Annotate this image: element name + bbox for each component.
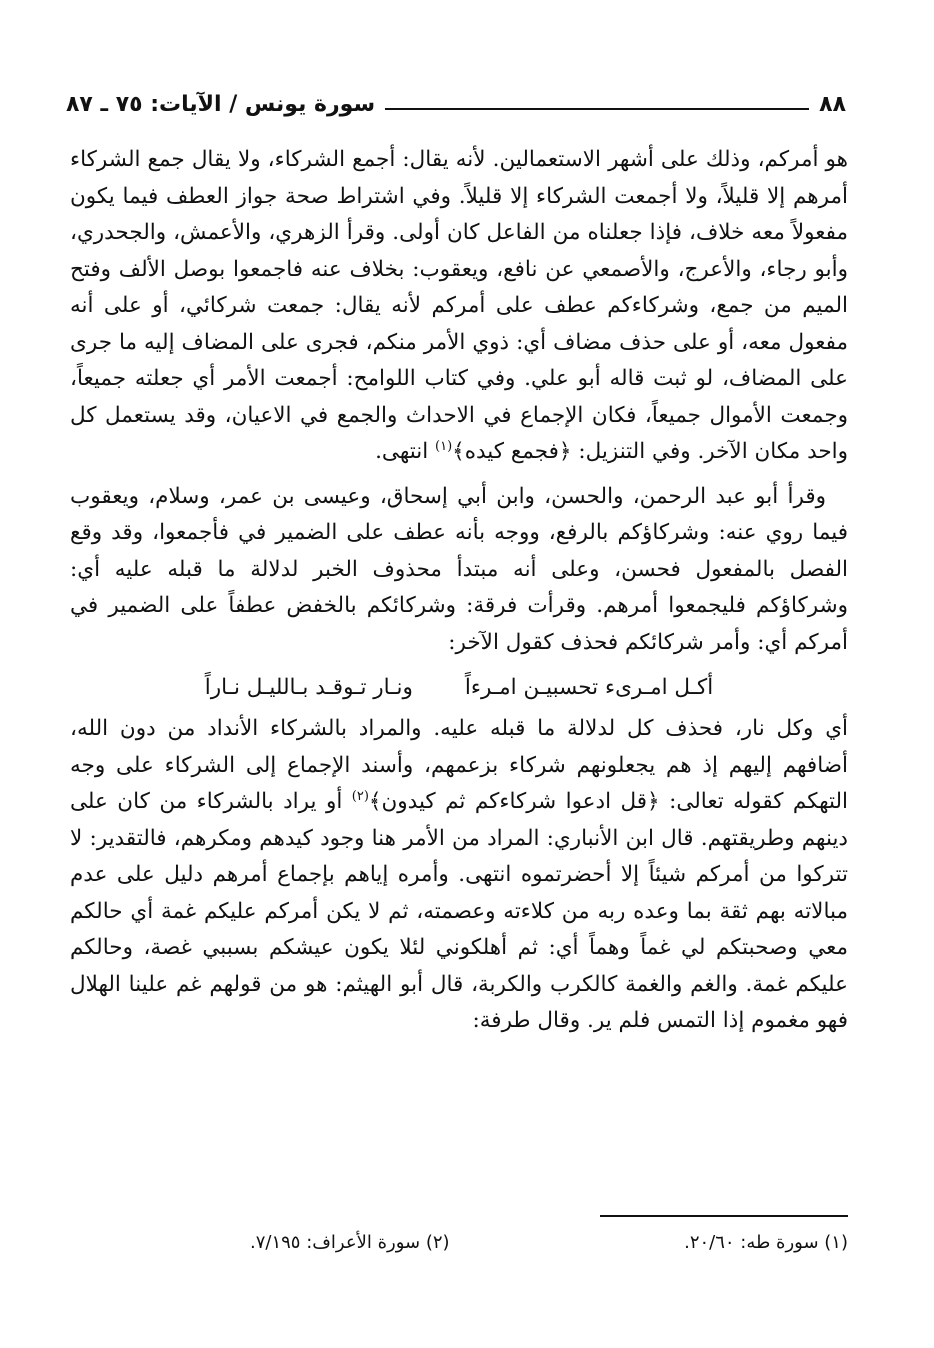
paragraph-3-text-b: أو يراد بالشركاء من كان على دينهم وطريقتهم. قال ابن الأنباري: المراد من الأمر هنا وجود كيدهم ومكرهم، فالتقدير: لا تتركوا من أمركم شيئاً إلا أحضرتموه انتهى. وأمره إياهم بإجماع أمرهم دليل على عدم مبالاته بهم ثقة بما وعده ربه من كلاءته وعصمته، ثم لا يكن أمركم عليكم غمة أي حالكم معي وصحبتكم لي غماً وهماً أي: ثم أهلكوني لئلا يكون عيشكم بسببي غصة، وحالكم عليكم غمة. والغم والغمة كالكرب والكربة، قال أبو الهيثم: هو من قولهم غم علينا الهلال فهو مغموم إذا التمس فلم ير. وقال طرفة: [70, 789, 848, 1033]
header-rule [385, 108, 809, 110]
footnote-2: (٢) سورة الأعراف: ٧/١٩٥. [250, 1232, 450, 1253]
footnote-ref-2: (٢) [351, 788, 369, 804]
verse-first-hemistich: أكـل امـرىء تحسبيـن امـرءاً [464, 675, 714, 700]
footnote-rule [600, 1215, 848, 1217]
footnote-1: (١) سورة طه: ٢٠/٦٠. [684, 1232, 848, 1253]
paragraph-1 [70, 142, 848, 471]
page-body [70, 142, 848, 1040]
paragraph-1-text: هو أمركم، وذلك على أشهر الاستعمالين. لأنه يقال: أجمع الشركاء، ولا يقال جمع الشركاء أمرهم إلا قليلاً، ولا أجمعت الشركاء إلا قليلاً. وفي اشتراط صحة جواز العطف فيما يكون مفعولاً معه خلاف، فإذا جعلناه من الفاعل كان أولى. وقرأ الزهري، والأعمش، والجحدري، وأبو رجاء، والأعرج، والأصمعي عن نافع، ويعقوب: بخلاف عنه فاجمعوا بوصل الألف وفتح الميم من جمع، وشركاءكم عطف على أمركم لأنه يقال: جمعت شركائي، أو على أنه مفعول معه، أو على حذف مضاف أي: ذوي الأمر منكم، فجرى على المضاف إليه ما جرى على المضاف، لو ثبت قاله أبو علي. وفي كتاب اللوامح: أجمعت الأمر أي جعلته جميعاً، وجمعت الأموال جميعاً، فكان الإجماع في الاحداث والجمع في الاعيان، وقد يستعمل كل واحد مكان الآخر. وفي التنزيل: ﴿فجمع كيده﴾ [70, 147, 848, 464]
page-number: ٨٨ [819, 91, 846, 117]
running-title: سورة يونس / الآيات: ٧٥ ـ ٨٧ [66, 91, 376, 117]
footnote-ref-1: (١) [435, 438, 453, 454]
paragraph-1-end: انتهى. [375, 439, 436, 464]
footnotes [250, 1232, 848, 1253]
page-header [66, 86, 846, 122]
verse-second-hemistich: ونـار تـوقـد بـالليـل نـاراً [204, 675, 413, 700]
poetry-verse [70, 667, 848, 709]
paragraph-2: وقرأ أبو عبد الرحمن، والحسن، وابن أبي إسحاق، وعيسى بن عمر، وسلام، ويعقوب فيما روي عنه: وشركاؤكم بالرفع، ووجه بأنه عطف على الضمير في فأجمعوا، وقد وقع الفصل بالمفعول فحسن، وعلى أنه مبتدأ محذوف الخبر لدلالة ما قبله عليه أي: وشركاؤكم فليجمعوا أمرهم. وقرأت فرقة: وشركائكم بالخفض عطفاً على الضمير في أمركم أي: وأمر شركائكم فحذف كقول الآخر: [70, 483, 848, 655]
paragraph-3-text-a: أي وكل نار، فحذف كل لدلالة ما قبله عليه. والمراد بالشركاء الأنداد من دون الله، أضافهم إليهم إذ هم يجعلونهم شركاء بزعمهم، وأسند الإجماع إلى الشركاء على وجه التهكم كقوله تعالى: ﴿قل ادعوا شركاءكم ثم كيدون﴾ [70, 716, 848, 814]
paragraph-3 [70, 711, 848, 1040]
